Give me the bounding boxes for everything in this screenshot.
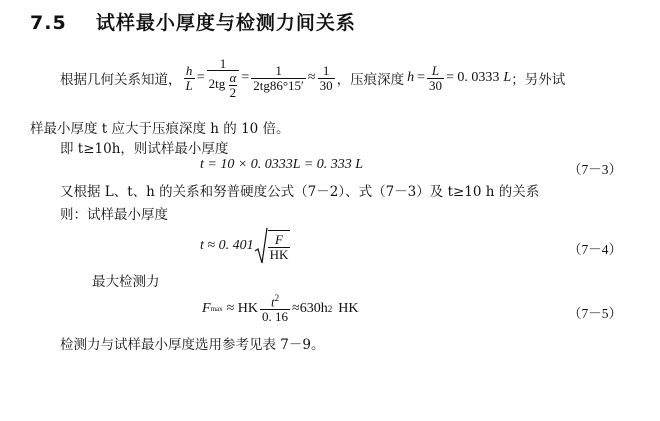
sqrt-fraction: $\frac{F}{HK}$ — [269, 232, 289, 262]
section-number: 7.5 — [30, 12, 67, 34]
formula-7-3: t = 10 × 0. 0333L = 0. 333 L — [200, 157, 364, 172]
fraction-one-over-2tg86: $\frac{1}{2tg86^\circ 15'}$ — [253, 62, 304, 93]
paragraph-2-line: 即 t≥10h，则试样最小厚度 — [60, 141, 229, 157]
paragraph-4-heading: 最大检测力 — [92, 274, 160, 290]
section-title: 试样最小厚度与检测力间关系 — [95, 12, 356, 34]
fraction-one-over-2tg-alpha: 1 2tg $\frac{\alpha}{2}$ — [207, 57, 240, 100]
equation-number-7-4: （7－4） — [568, 242, 622, 257]
section-heading — [30, 8, 356, 35]
closing-line: 检测力与试样最小厚度选用参考见表 7－9。 — [60, 337, 325, 353]
formula-7-5: F max ≈ HK $\frac{t^2}{0. 16}$ ≈630h 2 HK — [202, 293, 359, 325]
equation-number-7-3: （7－3） — [568, 162, 622, 177]
formula-7-4: t ≈ 0. 401 $\frac{F}{HK}$ — [200, 226, 292, 266]
fraction-one-over-30: $\frac{1}{30}$ — [319, 62, 333, 93]
equation-number-7-5: （7－5） — [568, 306, 622, 321]
paragraph-1-line-2: 样最小厚度 t 应大于压痕深度 h 的 10 倍。 — [30, 121, 290, 137]
paragraph-3-line-1: 又根据 L、t、h 的关系和努普硬度公式（7－2）、式（7－3）及 t≥10 h 的关系 — [60, 184, 540, 200]
ratio-h-over-l: $\frac{h}{L}$ — [185, 62, 193, 93]
paragraph-1-line-1: 根据几何关系知道， $\frac{h}{L}$ = 1 2tg $\frac{\alpha}{2}$ = $\frac{1}{2tg86^\circ 15'}$ ≈ $\frac{1}{30}$ ，压痕深度 h = $\frac{L}{30}$ = 0. 0333 L ；另外试 — [60, 55, 566, 100]
fraction-l-over-30: $\frac{L}{30}$ — [429, 62, 442, 93]
square-root-icon — [254, 227, 268, 265]
paragraph-3-line-2: 则：试样最小厚度 — [60, 207, 168, 223]
para1-lead: 根据几何关系知道， — [60, 72, 182, 88]
fraction-t2-over-016: $\frac{t^2}{0. 16}$ — [262, 293, 289, 325]
